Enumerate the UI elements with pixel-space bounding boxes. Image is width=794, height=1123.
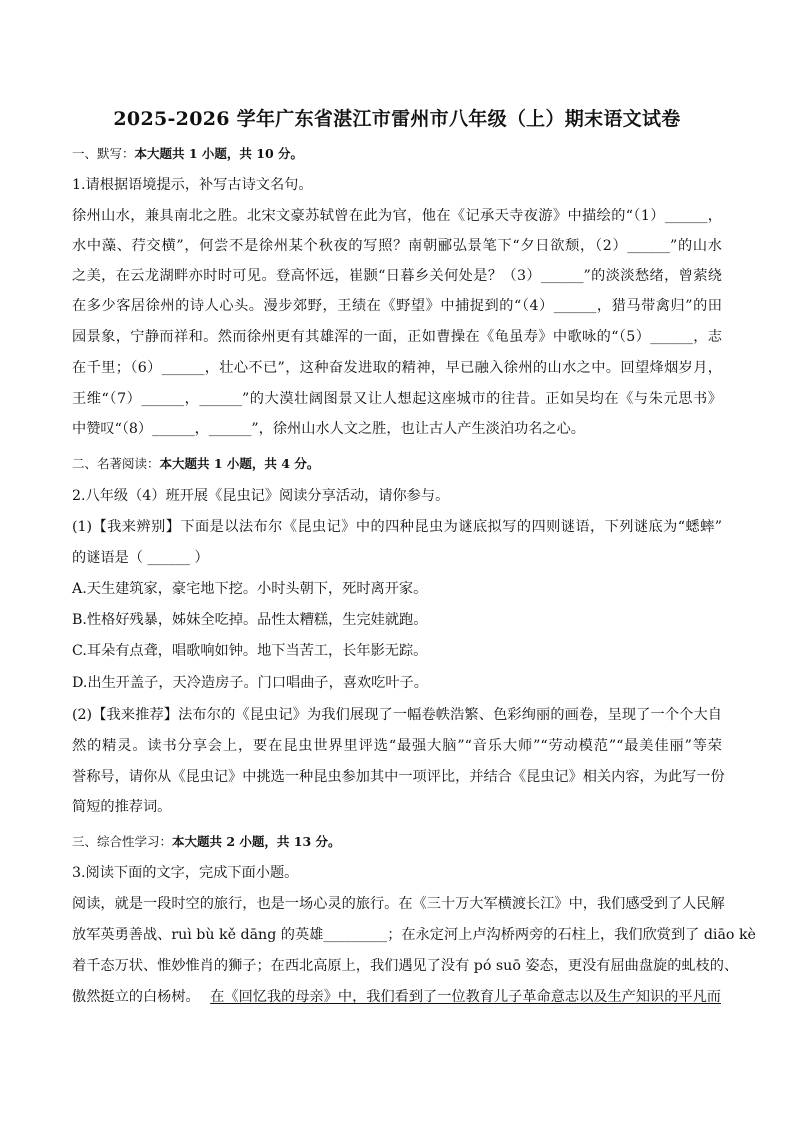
question-2-part-2-line: 简短的推荐词。	[72, 799, 172, 815]
exam-title: 2025-2026 学年广东省湛江市雷州市八年级（上）期末语文试卷	[113, 108, 681, 130]
section-prefix: 一、默写：	[72, 146, 135, 161]
question-3-passage-line: 放军英勇善战、ruì bù kě dāng 的英雄_________；在永定河上卢沟桥两旁的石柱上，我们欣赏到了 diāo kè	[72, 927, 756, 943]
section-heading-1	[72, 144, 303, 164]
section-heading-3	[72, 832, 341, 852]
section-prefix: 三、综合性学习：	[72, 834, 173, 849]
question-2-stem: 2.八年级（4）班开展《昆虫记》阅读分享活动，请你参与。	[72, 488, 450, 504]
question-2-part-2-line: 誉称号，请你从《昆虫记》中挑选一种昆虫参加其中一项评比，并结合《昆虫记》相关内容，为此写一份	[72, 769, 725, 785]
passage-text: 傲然挺立的白杨树。	[72, 989, 200, 1005]
question-2-part-1-line: 的谜语是（ ______ ）	[72, 550, 209, 566]
section-info: 本大题共 2 小题，共 13 分。	[172, 834, 341, 849]
option-d: D.出生开盖子，天冷造房子。门口唱曲子，喜欢吃叶子。	[72, 675, 428, 691]
question-1-line: 王维“（7）______，______”的大漠壮阔图景又让人想起这座城市的往昔。正如吴均在《与朱元思书》	[72, 391, 722, 407]
question-1-line: 在多少客居徐州的诗人心头。漫步郊野，王绩在《野望》中捕捉到的“（4）______，猎马带禽归”的田	[72, 298, 722, 314]
question-1-line: 中赞叹“（8）______，______”，徐州山水人文之胜，也让古人产生淡泊功名之心。	[72, 421, 585, 437]
section-prefix: 二、名著阅读：	[72, 456, 160, 471]
question-1-stem: 1.请根据语境提示，补写古诗文名句。	[72, 177, 313, 193]
question-3-stem: 3.阅读下面的文字，完成下面小题。	[72, 865, 299, 881]
question-3-passage-line: 着千态万状、惟妙惟肖的狮子；在西北高原上，我们遇见了没有 pó suō 姿态，更没有屈曲盘旋的虬枝的、	[72, 958, 739, 974]
section-heading-2	[72, 454, 319, 474]
section-info: 本大题共 1 小题，共 10 分。	[134, 146, 304, 161]
option-c: C.耳朵有点聋，唱歌响如钟。地下当苦工，长年影无踪。	[72, 643, 428, 659]
option-a: A.天生建筑家，豪宅地下挖。小时头朝下，死时离开家。	[72, 581, 428, 597]
question-1-line: 之美，在云龙湖畔亦时时可见。登高怀远，崔颢“日暮乡关何处是？（3）______”的淡淡愁绪，曾萦绕	[72, 268, 722, 284]
underlined-sentence: 在《回忆我的母亲》中，我们看到了一位教育儿子革命意志以及生产知识的平凡而	[210, 989, 721, 1005]
question-3-passage-line	[72, 987, 722, 1007]
question-2-part-2-line: 然的精灵。读书分享会上，要在昆虫世界里评选“最强大脑”“音乐大师”“劳动模范”“最美佳丽”等荣	[72, 738, 722, 754]
question-1-line: 水中藻、荇交横”，何尝不是徐州某个秋夜的写照？南朝郦弘景笔下“夕日欲颓，（2）______”的山水	[72, 238, 722, 254]
question-1-line: 在千里；（6）______，壮心不已”，这种奋发进取的精神，早已融入徐州的山水之中。回望烽烟岁月，	[72, 360, 722, 376]
question-1-line: 园景象，宁静而祥和。然而徐州更有其雄浑的一面，正如曹操在《龟虽寿》中歌咏的“（5）______，志	[72, 329, 722, 345]
question-2-part-2-line: (2)【我来推荐】法布尔的《昆虫记》为我们展现了一幅卷帙浩繁、色彩绚丽的画卷，呈现了一个个大自	[72, 707, 722, 723]
section-info: 本大题共 1 小题，共 4 分。	[159, 456, 320, 471]
question-1-line: 徐州山水，兼具南北之胜。北宋文豪苏轼曾在此为官，他在《记承天寺夜游》中描绘的“（1）______，	[72, 208, 722, 224]
question-2-part-1-line: (1)【我来辨别】下面是以法布尔《昆虫记》中的四种昆虫为谜底拟写的四则谜语，下列谜底为“蟋蟀”	[72, 519, 722, 535]
question-3-passage-line: 阅读，就是一段时空的旅行，也是一场心灵的旅行。在《三十万大军横渡长江》中，我们感受到了人民解	[72, 896, 725, 912]
option-b: B.性格好残暴，姊妹全吃掉。品性太糟糕，生完娃就跑。	[72, 612, 428, 628]
